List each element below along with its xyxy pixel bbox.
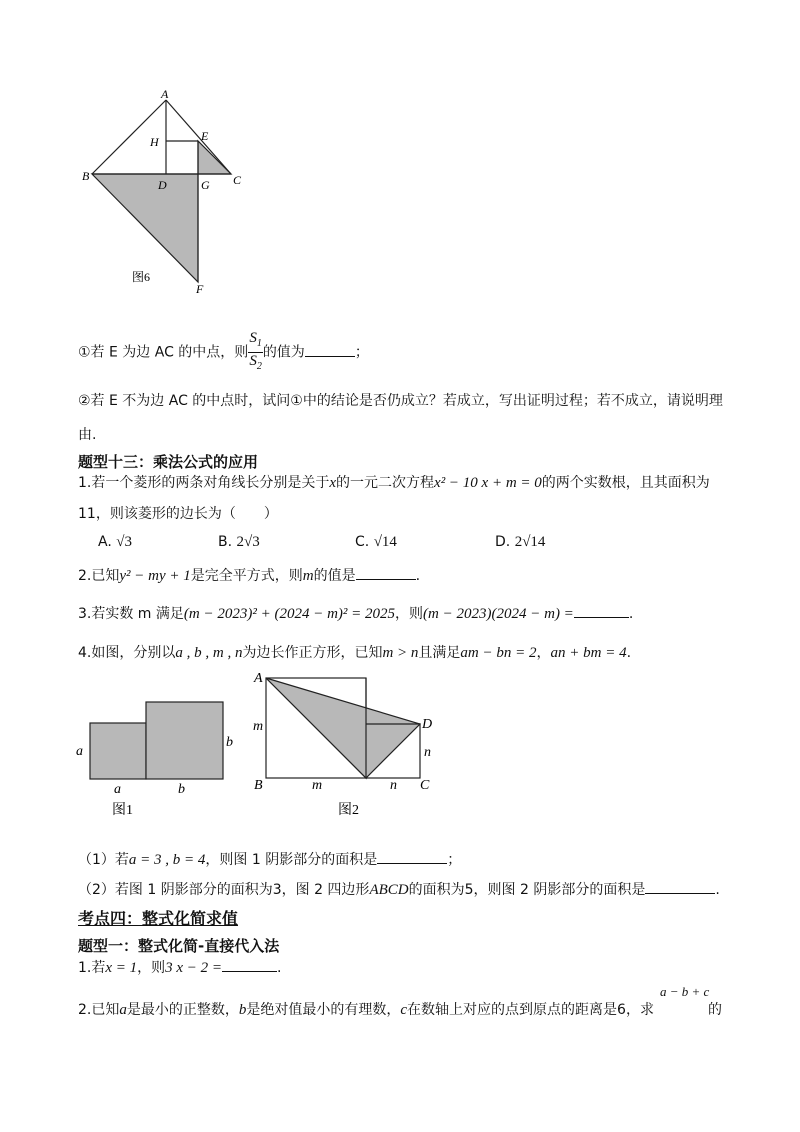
figure-6	[80, 90, 260, 295]
fig2-m-side: m	[253, 719, 264, 734]
exercise-1: 1.若x = 1，则3 x − 2 = .	[78, 957, 282, 977]
fig2-label-d: D	[422, 717, 433, 732]
label-a: A	[161, 90, 169, 101]
option-b[interactable]: B. 2√3	[218, 534, 260, 550]
fig2-n-bottom: n	[390, 778, 397, 793]
fig2-label-c: C	[420, 778, 430, 793]
figure-2	[248, 668, 448, 820]
exercise-2-end: 的	[708, 1002, 722, 1018]
label-h: H	[150, 135, 159, 149]
option-a[interactable]: A. √3	[98, 534, 132, 550]
answer-blank-2[interactable]	[356, 565, 416, 580]
square-a	[90, 723, 146, 779]
square-b	[146, 702, 223, 779]
fig2-label-a: A	[254, 671, 263, 686]
answer-blank-4[interactable]	[377, 849, 447, 864]
fig2-label-b: B	[254, 778, 263, 793]
problem-1-line2: 11，则该菱形的边长为（ ）	[78, 506, 278, 522]
problem-4-sub2: （2）若图 1 阴影部分的面积为3，图 2 四边形ABCD的面积为5，则图 2 阴影部分的面积是 .	[78, 879, 720, 899]
fig1-a-bottom: a	[114, 782, 121, 797]
label-d: D	[158, 178, 167, 192]
section-13-heading: 题型十三：乘法公式的应用	[78, 453, 259, 471]
answer-blank-5[interactable]	[645, 879, 715, 894]
problem-1-line1: 1.若一个菱形的两条对角线长分别是关于x的一元二次方程x² − 10 x + m = 0的两个实数根，且其面积为	[78, 475, 710, 491]
shaded-triangle-right	[266, 678, 420, 778]
part1-text-a: ①若 E 为边 AC 的中点，则	[78, 344, 249, 361]
answer-blank-3[interactable]	[574, 603, 629, 618]
quadratic-equation: x² − 10 x + m = 0	[434, 475, 542, 491]
question-part1: ①若 E 为边 AC 的中点，则 $\frac{S_1}{S_2}$ 的值为 ；	[78, 330, 369, 370]
answer-blank-1[interactable]	[305, 342, 355, 357]
part1-text-b: 的值为	[262, 344, 305, 361]
fig1-b-bottom: b	[178, 782, 185, 797]
answer-blank-6[interactable]	[222, 957, 277, 972]
exercise-2-expression: a − b + c	[660, 984, 710, 999]
option-d[interactable]: D. 2√14	[495, 534, 546, 550]
fig2-m-bottom: m	[312, 778, 323, 793]
figure-6-caption: 图6	[132, 270, 151, 284]
fig2-n-side: n	[424, 745, 431, 760]
figure-1	[70, 695, 250, 820]
exercise-2: 2.已知a是最小的正整数，b是绝对值最小的有理数，c在数轴上对应的点到原点的距离是6，求	[78, 1002, 654, 1018]
fig2-caption: 图2	[338, 803, 359, 818]
fig1-b-side: b	[226, 735, 233, 750]
label-f: F	[196, 282, 204, 295]
question-part2-line1: ②若 E 不为边 AC 的中点时，试问①中的结论是否仍成立？若成立，写出证明过程；若不成立，请说明理	[78, 393, 723, 409]
label-e: E	[201, 129, 209, 143]
ratio-fraction: $\frac{S_1}{S_2}$	[249, 330, 262, 372]
label-g: G	[201, 178, 210, 192]
problem-4: 4.如图，分别以a , b , m , n为边长作正方形，已知m > n且满足am − bn = 2，an + bm = 4.	[78, 645, 632, 661]
label-b: B	[82, 169, 90, 183]
option-c[interactable]: C. √14	[355, 534, 397, 550]
fig1-a-side: a	[76, 744, 83, 759]
section-4-heading: 考点四：整式化简求值	[78, 909, 239, 928]
label-c: C	[233, 173, 242, 187]
shaded-triangle-bdf	[92, 174, 198, 282]
type-1-heading: 题型一：整式化简-直接代入法	[78, 937, 280, 955]
problem-4-sub1: （1）若a = 3 , b = 4，则图 1 阴影部分的面积是 ；	[78, 849, 461, 869]
fig1-caption: 图1	[112, 803, 133, 818]
problem-3: 3.若实数 m 满足(m − 2023)² + (2024 − m)² = 2025，则(m − 2023)(2024 − m) = .	[78, 603, 633, 623]
question-part2-line2: 由.	[78, 427, 97, 443]
problem-2: 2.已知y² − my + 1是完全平方式，则m的值是 .	[78, 565, 420, 585]
